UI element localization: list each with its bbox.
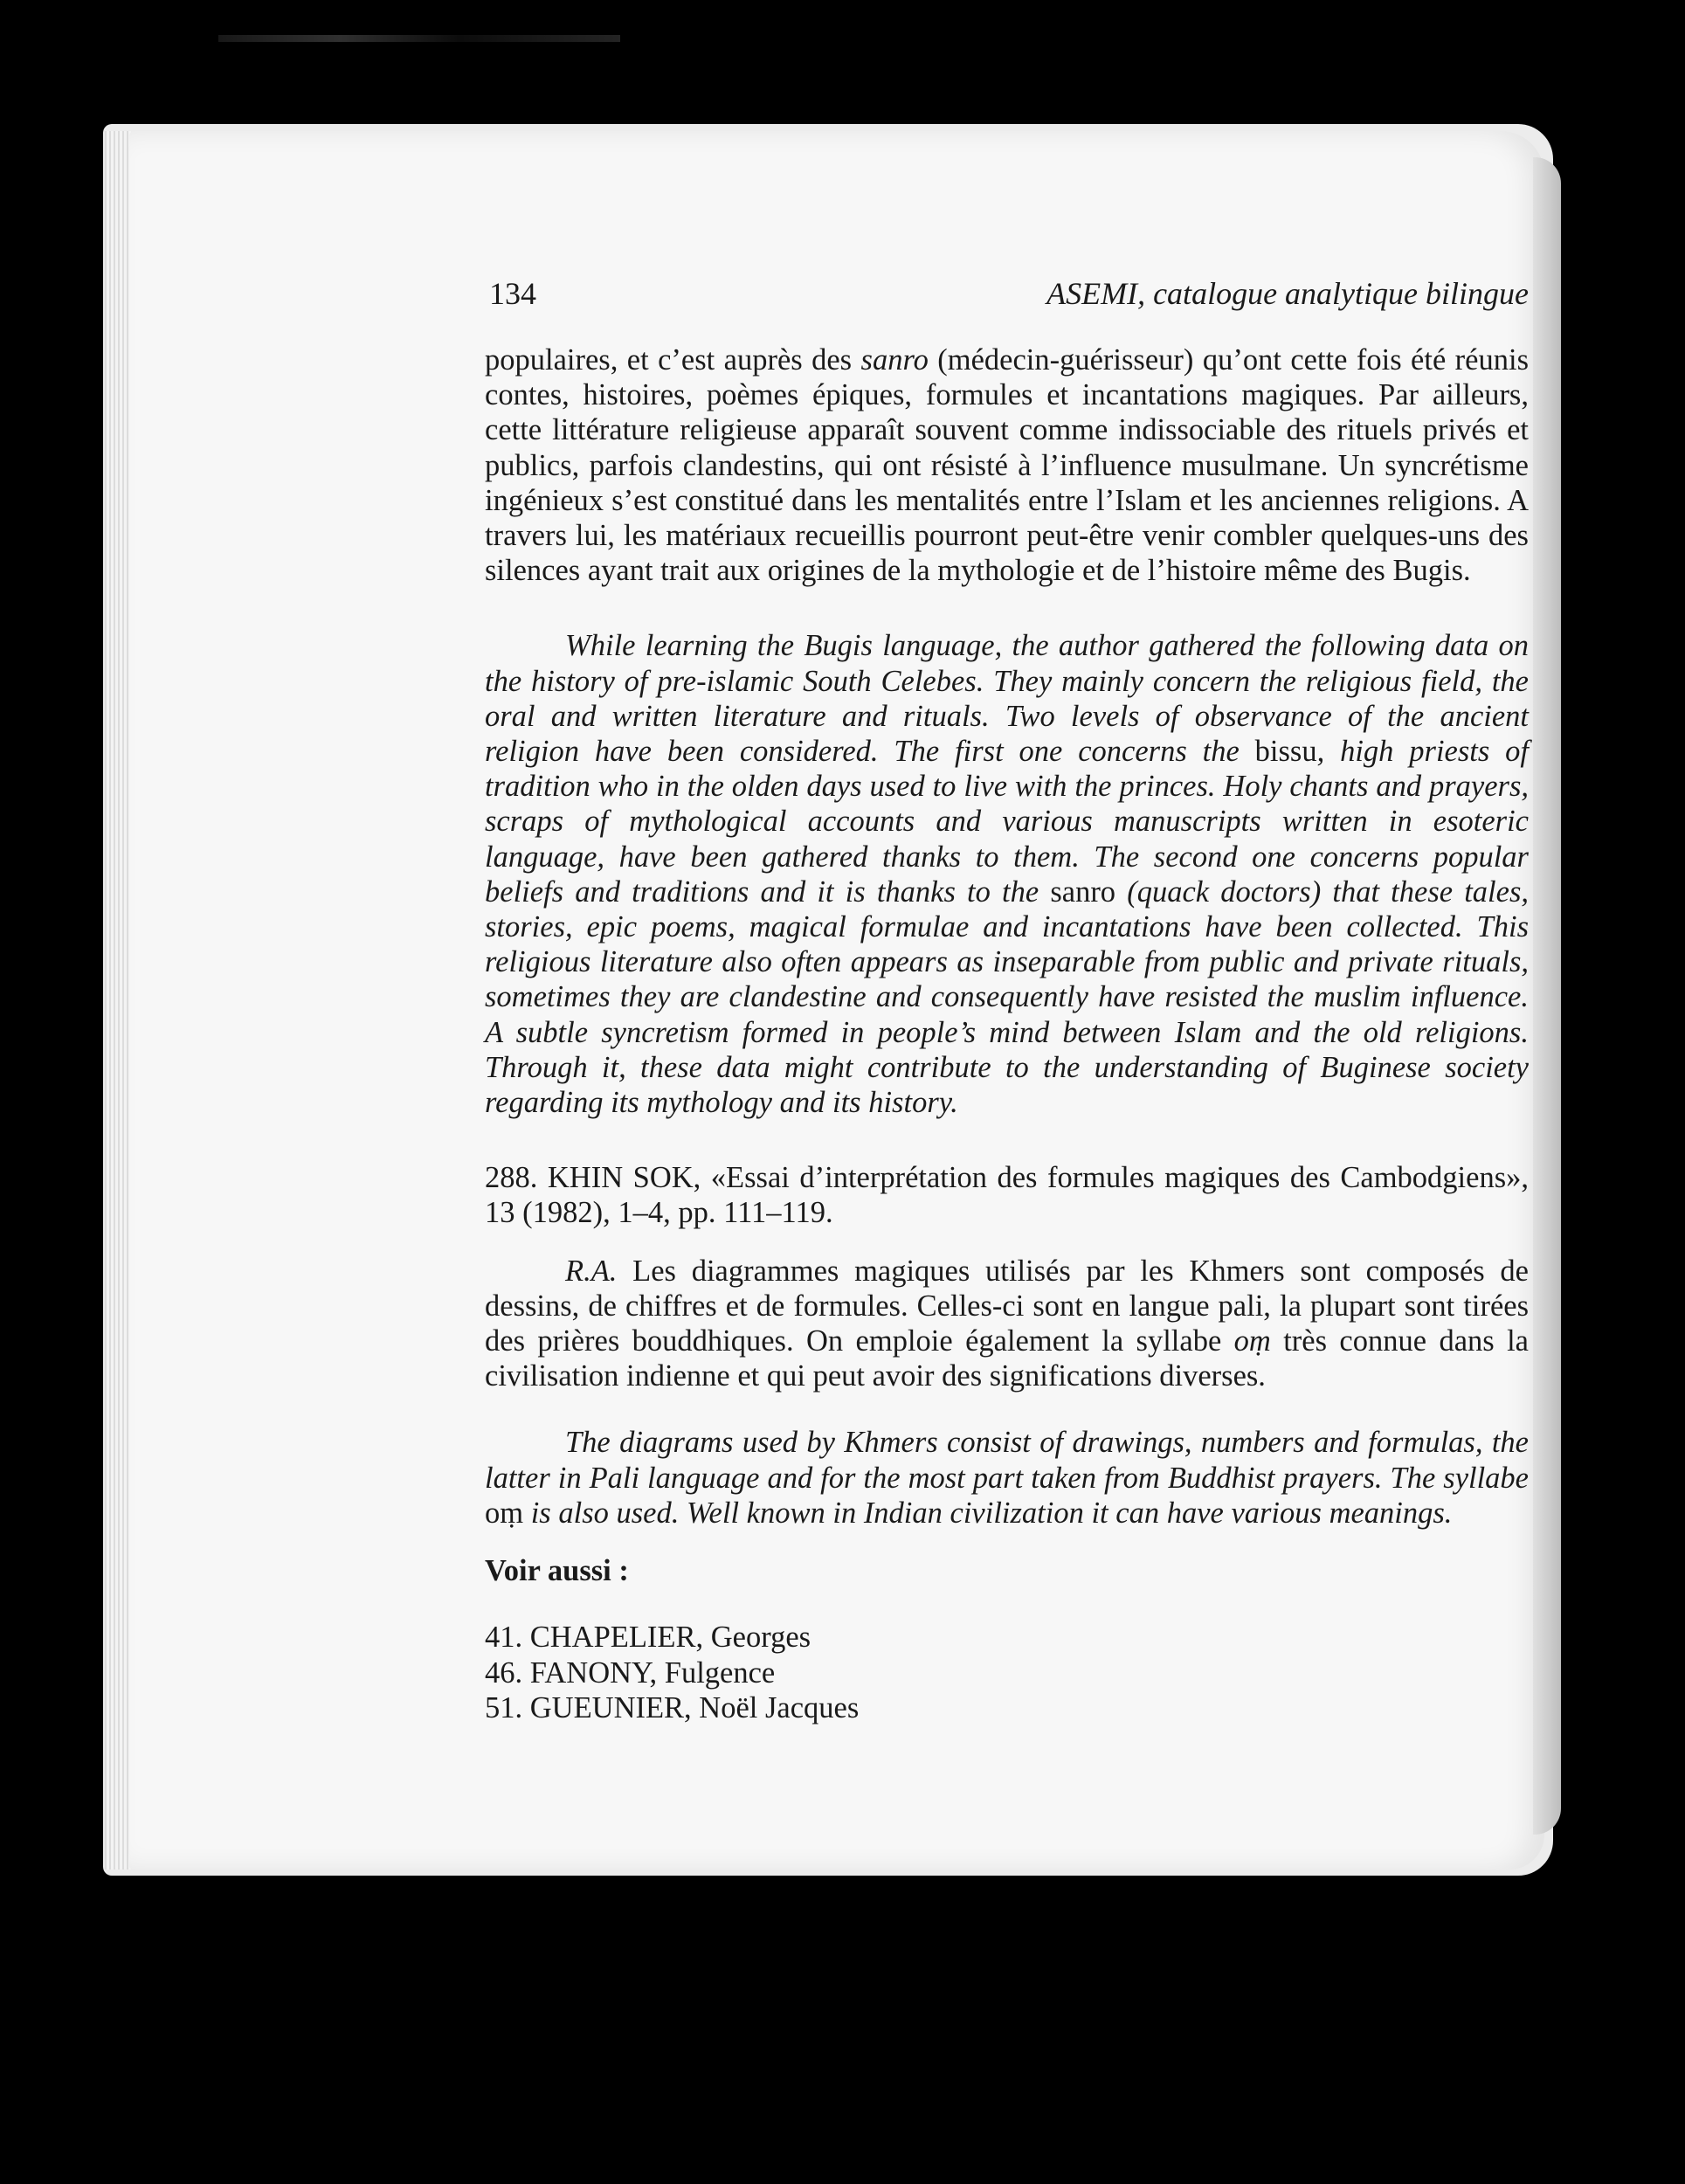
entry-288-resume-fr: R.A. Les diagrammes magiques utilisés par les Khmers sont composés de dessins, de chiffres et de formules. Celles-ci sont en langue pali, la plupart sont tirées des prières bouddhiques. On emploie également la syllabe oṃ très connue dans la civilisation indienne et qui peut avoir des significations diverses.	[485, 1254, 1529, 1393]
entry-288-citation: 288. KHIN SOK, «Essai d’interprétation des formules magiques des Cambodgiens», 13 (1982), 1–4, pp. 111–119.	[485, 1161, 1529, 1230]
french-intro-paragraph: populaires, et c’est auprès des sanro (médecin-guérisseur) qu’ont cette fois été réunis contes, histoires, poèmes épiques, formules et incantations magiques. Par ailleurs, cette littérature religieuse apparaît souvent comme indissociable des rituels privés et publics, parfois clandestins, qui ont résisté à l’influence musulmane. Un syncrétisme ingénieux s’est constitué dans les mentalités entre l’Islam et les anciennes religions. A travers lui, les matériaux recueillis pourront peut-être venir combler quelques-uns des silences ayant trait aux origines de la mythologie et de l’histoire même des Bugis.	[485, 343, 1529, 588]
see-also-list	[485, 1620, 1529, 1725]
ra-label: R.A.	[565, 1254, 618, 1288]
term-bissu: bissu	[1254, 735, 1317, 769]
term-sanro: sanro	[860, 343, 929, 377]
page-body	[485, 342, 1529, 1725]
page-header	[489, 275, 1529, 319]
term-sanro-en: sanro	[1050, 874, 1116, 909]
entry-288-abstract-en: The diagrams used by Khmers consist of drawings, numbers and formulas, the latter in Pali language and for the most part taken from Buddhist prayers. The syllabe oṃ is also used. Well known in Indian civilization it can have various meanings.	[485, 1426, 1529, 1530]
page-curl	[1533, 157, 1561, 1835]
see-also-item: 46. FANONY, Fulgence	[485, 1655, 776, 1690]
term-om-en: oṃ	[485, 1496, 524, 1530]
page-number: 134	[489, 276, 536, 311]
see-also-item: 51. GUEUNIER, Noël Jacques	[485, 1690, 860, 1724]
book-page-edges	[105, 131, 131, 1870]
english-abstract-paragraph: While learning the Bugis language, the author gathered the following data on the history of pre-islamic South Celebes. They mainly concern the religious field, the oral and written literature and rituals. Two levels of observance of the ancient religion have been considered. The first one concerns the bissu, high priests of tradition who in the olden days used to live with the princes. Holy chants and prayers, scraps of mythological accounts and various manuscripts written in esoteric language, have been gathered thanks to them. The second one concerns popular beliefs and traditions and it is thanks to the sanro (quack doctors) that these tales, stories, epic poems, magical formulae and incantations have been collected. This religious literature also often appears as inseparable from public and private rituals, sometimes they are clandestine and consequently have resisted the muslim influence. A subtle syncretism formed in people’s mind between Islam and the old religions. Through it, these data might contribute to the understanding of Buginese society regarding its mythology and its history.	[485, 629, 1529, 1120]
term-om: oṃ	[1233, 1324, 1271, 1358]
running-title: ASEMI, catalogue analytique bilingue	[1046, 276, 1529, 311]
see-also-item: 41. CHAPELIER, Georges	[485, 1621, 811, 1655]
see-also-label: Voir aussi :	[485, 1554, 629, 1588]
scan-artifact	[218, 35, 620, 42]
